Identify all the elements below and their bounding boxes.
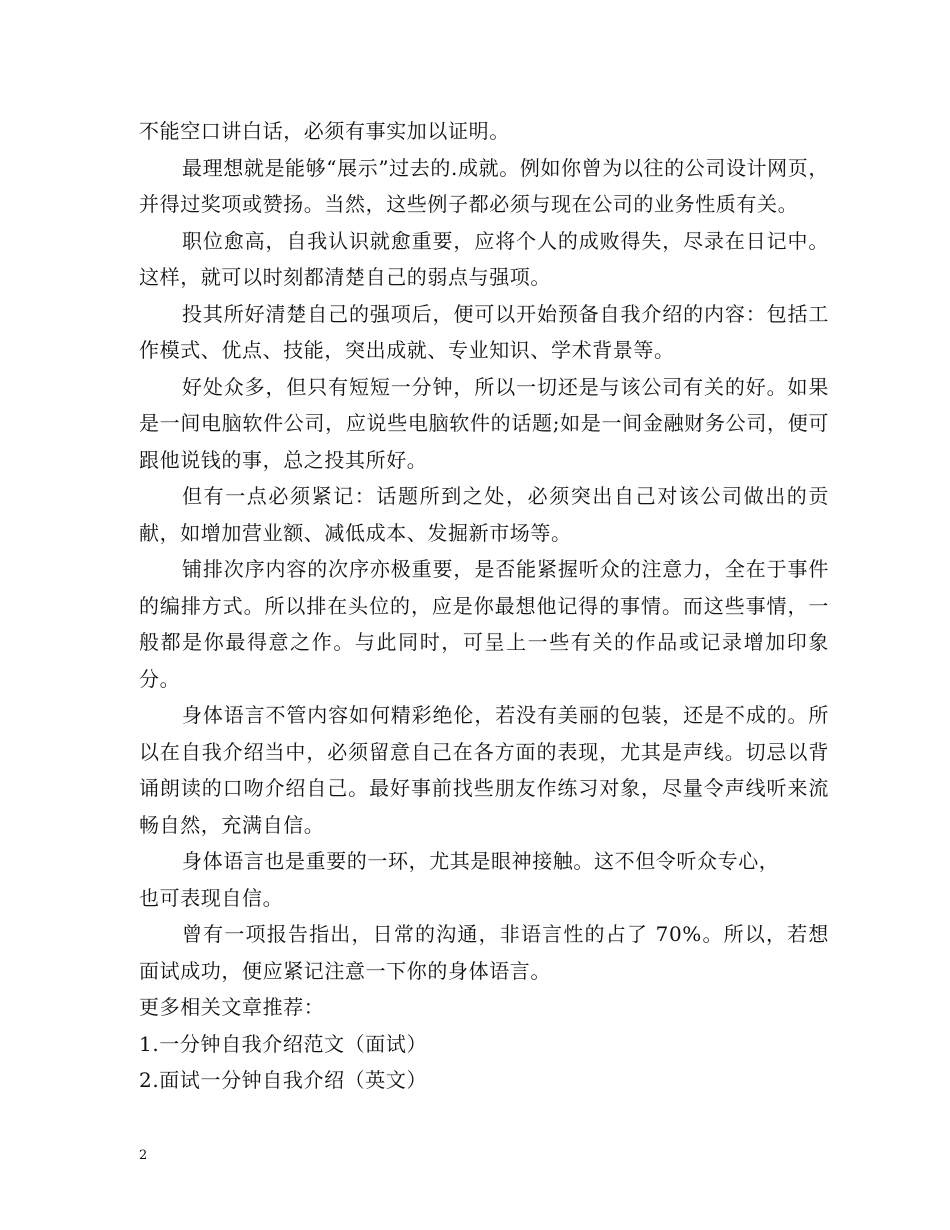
paragraph: 但有一点必须紧记：话题所到之处，必须突出自己对该公司做出的贡献，如增加营业额、减低成本、发掘新市场等。	[139, 484, 829, 545]
document-body	[139, 113, 829, 1099]
page-number: 2	[139, 1148, 148, 1163]
paragraph: 职位愈高，自我认识就愈重要，应将个人的成败得失，尽录在日记中。这样，就可以时刻都清楚自己的弱点与强项。	[139, 228, 829, 289]
paragraph: 好处众多，但只有短短一分钟，所以一切还是与该公司有关的好。如果是一间电脑软件公司，应说些电脑软件的话题;如是一间金融财务公司，便可跟他说钱的事，总之投其所好。	[139, 374, 829, 472]
paragraph: 铺排次序内容的次序亦极重要，是否能紧握听众的注意力，全在于事件的编排方式。所以排在头位的，应是你最想他记得的事情。而这些事情，一般都是你最得意之作。与此同时，可呈上一些有关的作品或记录增加印象分。	[139, 557, 829, 691]
paragraph: 曾有一项报告指出，日常的沟通，非语言性的占了 70%。所以，若想面试成功，便应紧记注意一下你的身体语言。	[139, 922, 829, 983]
related-article-link[interactable]: 1.一分钟自我介绍范文（面试）	[139, 1031, 428, 1056]
paragraph: 不能空口讲白话，必须有事实加以证明。	[139, 119, 510, 143]
paragraph: 投其所好清楚自己的强项后，便可以开始预备自我介绍的内容：包括工作模式、优点、技能，突出成就、专业知识、学术背景等。	[139, 301, 829, 362]
paragraph: 身体语言也是重要的一环，尤其是眼神接触。这不但令听众专心，	[182, 849, 780, 873]
related-articles-heading: 更多相关文章推荐：	[139, 995, 325, 1019]
paragraph: 也可表现自信。	[139, 885, 284, 910]
related-article-link[interactable]: 2.面试一分钟自我介绍（英文）	[139, 1068, 428, 1092]
paragraph: 身体语言不管内容如何精彩绝伦，若没有美丽的包装，还是不成的。所以在自我介绍当中，必须留意自己在各方面的表现，尤其是声线。切忌以背诵朗读的口吻介绍自己。最好事前找些朋友作练习对象，尽量令声线听来流畅自然，充满自信。	[139, 703, 829, 837]
paragraph: 最理想就是能够“展示”过去的.成就。例如你曾为以往的公司设计网页，并得过奖项或赞扬。当然，这些例子都必须与现在公司的业务性质有关。	[139, 155, 829, 216]
